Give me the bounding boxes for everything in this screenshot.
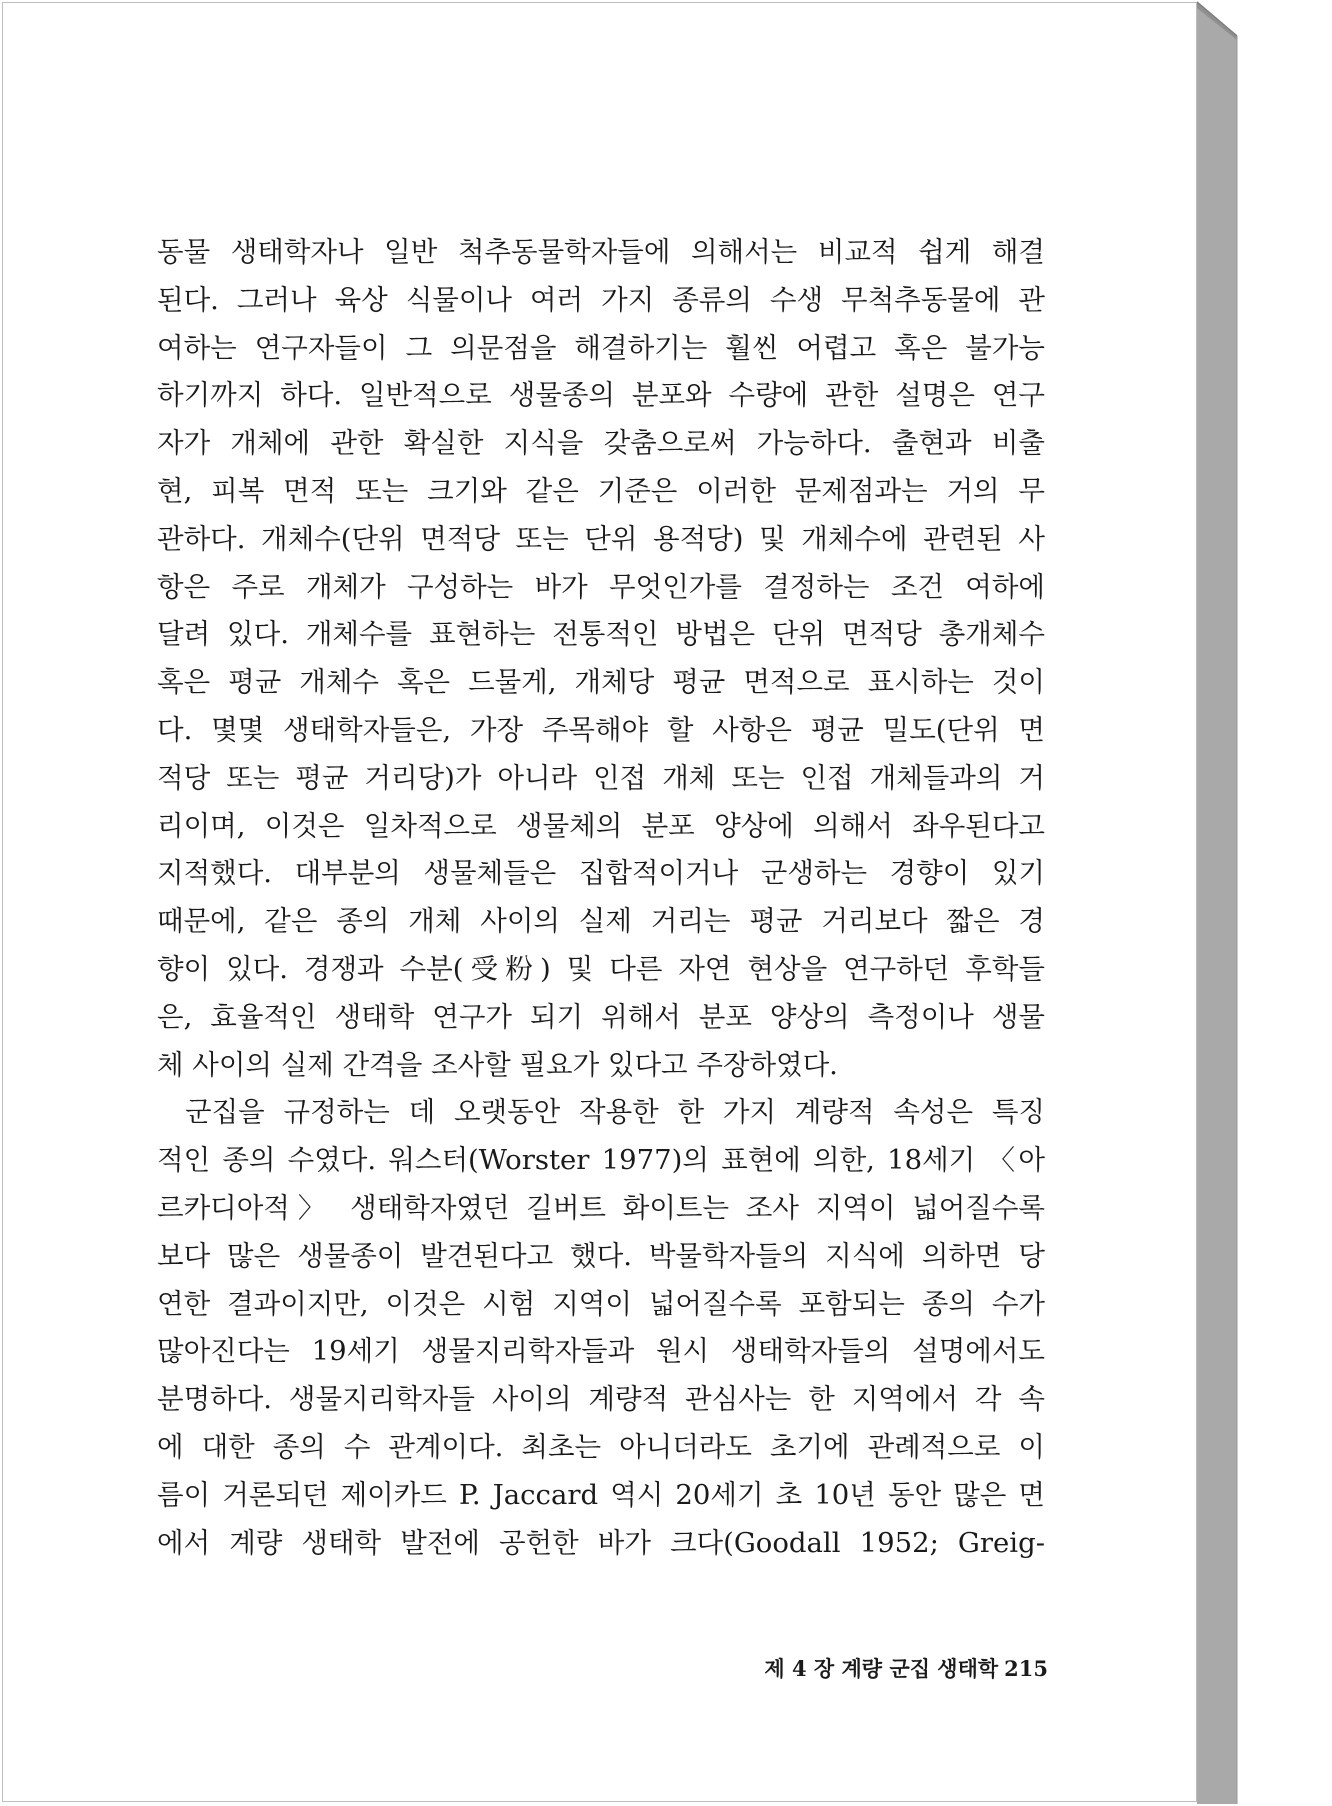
text-line: 연한 결과이지만, 이것은 시험 지역이 넓어질수록 포함되는 종의 수가 [157, 1287, 1045, 1320]
text-line: 향이 있다. 경쟁과 수분(受粉) 및 다른 자연 현상을 연구하던 후학들 [157, 952, 1045, 985]
text-line: 많아진다는 19세기 생물지리학자들과 원시 생태학자들의 설명에서도 [157, 1335, 1045, 1368]
body-text [157, 229, 1045, 1567]
text-line: 에서 계량 생태학 발전에 공헌한 바가 크다(Goodall 1952; Greig- [157, 1526, 1045, 1559]
text-line: 자가 개체에 관한 확실한 지식을 갖춤으로써 가능하다. 출현과 비출 [157, 427, 1045, 460]
text-line: 적당 또는 평균 거리당)가 아니라 인접 개체 또는 인접 개체들과의 거 [157, 761, 1045, 794]
text-line: 적인 종의 수였다. 워스터(Worster 1977)의 표현에 의한, 18세기 〈아 [157, 1144, 1045, 1177]
text-line: 다. 몇몇 생태학자들은, 가장 주목해야 할 사항은 평균 밀도(단위 면 [157, 713, 1045, 746]
text-line: 달려 있다. 개체수를 표현하는 전통적인 방법은 단위 면적당 총개체수 [157, 618, 1045, 651]
text-line: 관하다. 개체수(단위 면적당 또는 단위 용적당) 및 개체수에 관련된 사 [157, 522, 1045, 555]
text-line: 동물 생태학자나 일반 척추동물학자들에 의해서는 비교적 쉽게 해결 [157, 236, 1045, 268]
text-line: 체 사이의 실제 간격을 조사할 필요가 있다고 주장하였다. [157, 1048, 838, 1081]
page-footer [703, 1653, 1048, 1683]
text-line: 리이며, 이것은 일차적으로 생물체의 분포 양상에 의해서 좌우된다고 [157, 809, 1045, 842]
paragraph-2 [157, 1089, 1045, 1567]
text-line: 분명하다. 생물지리학자들 사이의 계량적 관심사는 한 지역에서 각 속 [157, 1383, 1045, 1416]
text-line: 군집을 규정하는 데 오랫동안 작용한 한 가지 계량적 속성은 특징 [185, 1096, 1045, 1129]
text-line: 여하는 연구자들이 그 의문점을 해결하기는 훨씬 어렵고 혹은 불가능 [157, 331, 1045, 364]
text-line: 혹은 평균 개체수 혹은 드물게, 개체당 평균 면적으로 표시하는 것이 [157, 666, 1045, 699]
text-line: 현, 피복 면적 또는 크기와 같은 기준은 이러한 문제점과는 거의 무 [157, 474, 1045, 507]
text-line: 항은 주로 개체가 구성하는 바가 무엇인가를 결정하는 조건 여하에 [157, 570, 1045, 603]
chapter-title: 제 4 장 계량 군집 생태학 [764, 1656, 999, 1681]
page-number: 215 [1004, 1656, 1048, 1681]
text-line: 된다. 그러나 육상 식물이나 여러 가지 종류의 수생 무척추동물에 관 [157, 283, 1045, 316]
book-page [2, 2, 1197, 1802]
text-line: 에 대한 종의 수 관계이다. 최초는 아니더라도 초기에 관례적으로 이 [157, 1430, 1045, 1463]
text-line: 보다 많은 생물종이 발견된다고 했다. 박물학자들의 지식에 의하면 당 [157, 1239, 1045, 1272]
text-line: 르카디아적〉 생태학자였던 길버트 화이트는 조사 지역이 넓어질수록 [157, 1191, 1045, 1224]
text-line: 은, 효율적인 생태학 연구가 되기 위해서 분포 양상의 측정이나 생물 [157, 1000, 1045, 1033]
text-line: 지적했다. 대부분의 생물체들은 집합적이거나 군생하는 경향이 있기 [157, 857, 1045, 890]
text-line: 하기까지 하다. 일반적으로 생물종의 분포와 수량에 관한 설명은 연구 [157, 379, 1045, 412]
paragraph-1 [157, 229, 1045, 1089]
text-line: 름이 거론되던 제이카드 P. Jaccard 역시 20세기 초 10년 동안 많은 면 [157, 1478, 1045, 1511]
text-line: 때문에, 같은 종의 개체 사이의 실제 거리는 평균 거리보다 짧은 경 [157, 905, 1045, 938]
